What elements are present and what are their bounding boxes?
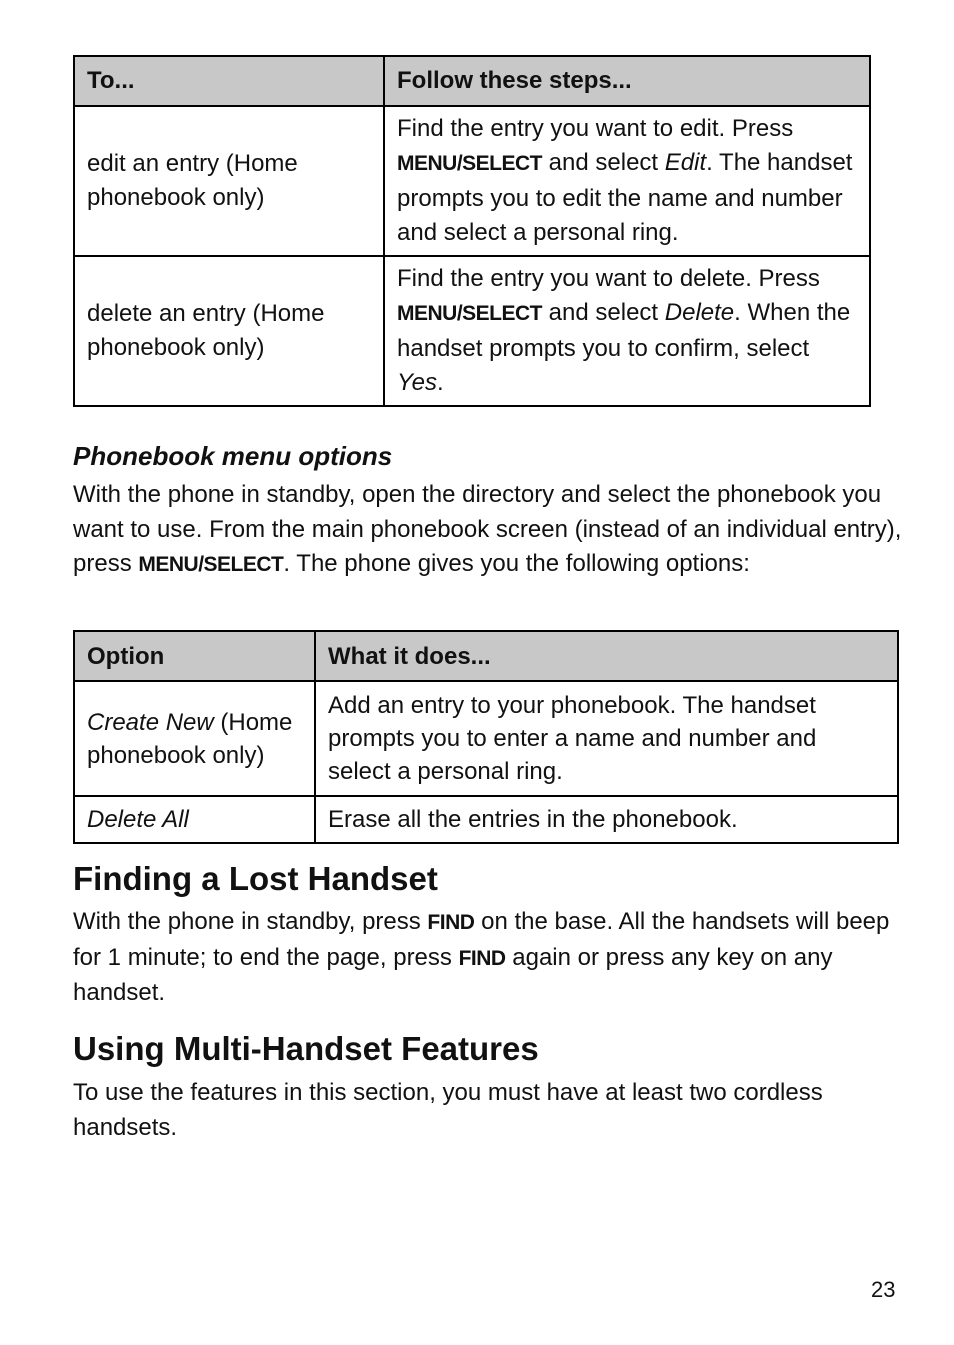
table-row bbox=[74, 681, 898, 796]
paragraph-text: With the phone in standby, press bbox=[73, 908, 428, 935]
paragraph-text: on the base. All the handsets will beep for 1 minute; to end the page, press bbox=[73, 908, 890, 971]
task-cell: delete an entry (Home phonebook only) bbox=[74, 256, 384, 406]
menu-option-name: Delete bbox=[664, 299, 735, 326]
header-what-it-does: What it does... bbox=[315, 631, 898, 681]
description-cell: Erase all the entries in the phonebook. bbox=[315, 796, 898, 843]
option-name: Create New bbox=[87, 708, 214, 736]
option-name: Delete All bbox=[87, 806, 189, 833]
step-text: . The handset prompts you to edit the name and number and select a personal ring. bbox=[397, 149, 853, 246]
multi-handset-heading: Using Multi-Handset Features bbox=[73, 1030, 539, 1067]
phonebook-steps-table bbox=[73, 55, 871, 407]
step-text: . bbox=[437, 369, 444, 396]
step-text: Find the entry you want to delete. Press bbox=[397, 264, 820, 292]
step-text: Find the entry you want to edit. Press bbox=[397, 114, 794, 142]
menu-option-name: Edit bbox=[664, 149, 707, 176]
paragraph-text: . The phone gives you the following options: bbox=[283, 550, 750, 578]
option-note: (Home phonebook only) bbox=[87, 708, 293, 769]
task-cell: edit an entry (Home phonebook only) bbox=[74, 106, 384, 256]
steps-cell bbox=[384, 106, 870, 256]
paragraph-text: again or press any key on any handset. bbox=[73, 943, 833, 1007]
step-text: and select bbox=[542, 149, 665, 176]
table-row bbox=[74, 256, 870, 406]
phonebook-menu-heading: Phonebook menu options bbox=[73, 441, 393, 471]
key-label: MENU/SELECT bbox=[138, 553, 284, 577]
paragraph-text: With the phone in standby, open the directory and select the phonebook you want to use. From the main phonebook screen (instead of an individual entry), press bbox=[73, 481, 902, 578]
table-row bbox=[74, 106, 870, 256]
table-row bbox=[74, 796, 898, 843]
phonebook-options-table bbox=[73, 630, 899, 844]
step-text: . When the handset prompts you to confirm, select bbox=[397, 299, 851, 362]
header-to: To... bbox=[74, 56, 384, 106]
key-label: MENU/SELECT bbox=[397, 302, 543, 325]
description-cell: Add an entry to your phonebook. The handset prompts you to enter a name and number and select a personal ring. bbox=[315, 681, 898, 796]
option-cell bbox=[74, 681, 315, 796]
finding-lost-handset-heading: Finding a Lost Handset bbox=[73, 860, 438, 897]
steps-cell bbox=[384, 256, 870, 406]
multi-handset-paragraph: To use the features in this section, you must have at least two cordless handsets. bbox=[73, 1079, 823, 1141]
page-number: 23 bbox=[871, 1277, 896, 1302]
option-cell bbox=[74, 796, 315, 843]
header-steps: Follow these steps... bbox=[384, 56, 870, 106]
table-header-row bbox=[74, 56, 870, 106]
phonebook-menu-paragraph bbox=[73, 478, 903, 583]
key-label: MENU/SELECT bbox=[397, 152, 543, 175]
key-label: FIND bbox=[427, 911, 475, 934]
finding-lost-handset-paragraph bbox=[73, 905, 903, 1011]
table-header-row bbox=[74, 631, 898, 681]
menu-option-name: Yes bbox=[397, 369, 438, 396]
header-option: Option bbox=[74, 631, 315, 681]
step-text: and select bbox=[542, 299, 665, 326]
key-label: FIND bbox=[458, 946, 506, 970]
